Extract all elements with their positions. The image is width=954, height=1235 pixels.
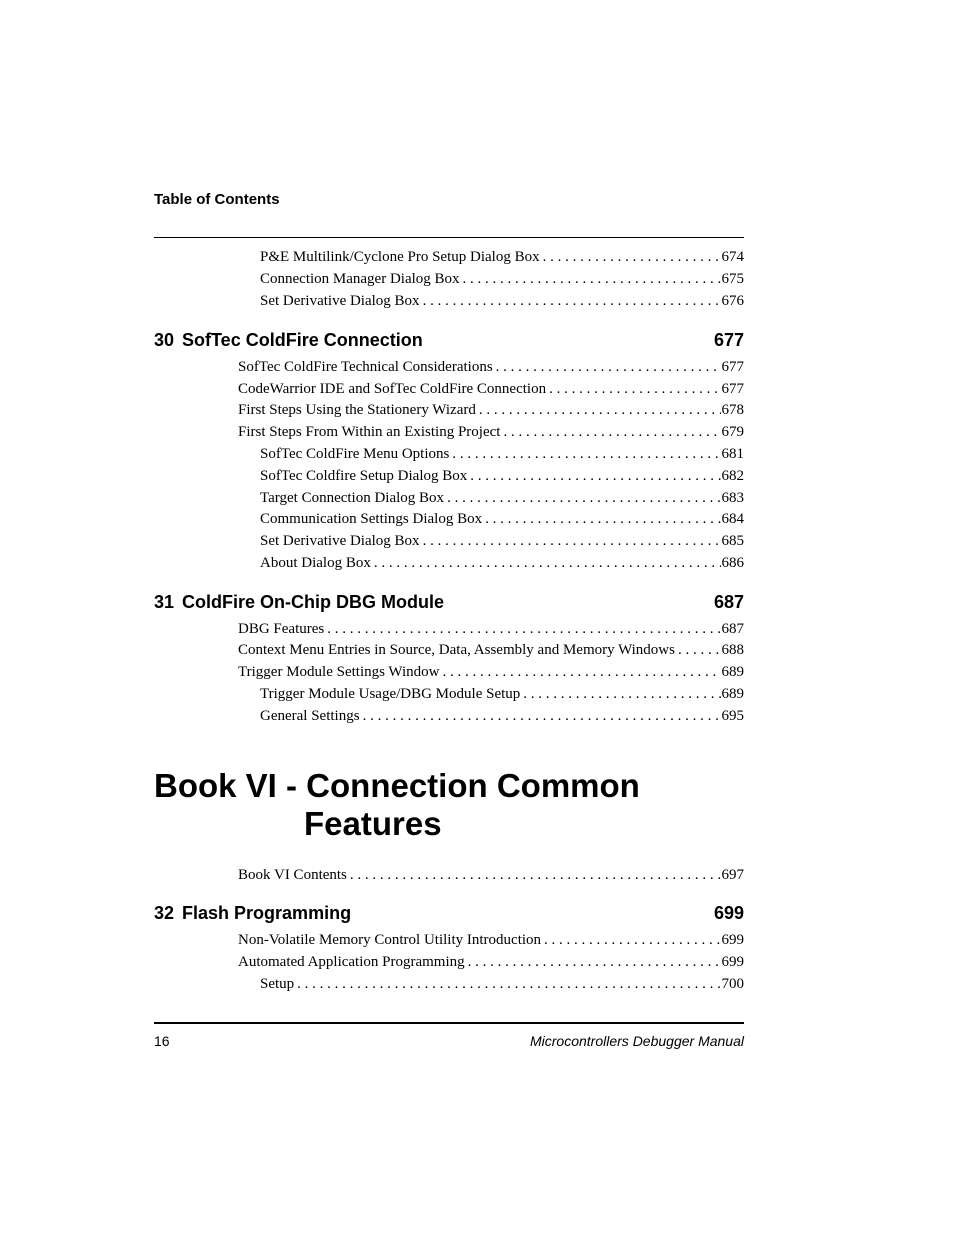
toc-entry[interactable] <box>0 866 744 884</box>
chapter-title: SofTec ColdFire Connection <box>182 330 423 350</box>
toc-entry-title: Context Menu Entries in Source, Data, Assembly and Memory Windows <box>238 642 675 658</box>
toc-entry-page: 685 <box>721 533 744 549</box>
toc-entry[interactable] <box>0 292 744 310</box>
leader-dots <box>423 292 721 310</box>
leader-dots <box>485 510 720 528</box>
toc-entry[interactable] <box>0 358 744 376</box>
toc-entry[interactable] <box>0 510 744 528</box>
toc-entry[interactable] <box>0 401 744 419</box>
toc-entry-title: Trigger Module Usage/DBG Module Setup <box>260 686 521 702</box>
toc-entry-page: 700 <box>721 976 744 992</box>
toc-entry-page: 688 <box>721 642 744 658</box>
toc-entry-title: Connection Manager Dialog Box <box>260 271 460 287</box>
leader-dots <box>327 620 720 638</box>
toc-entry-page: 676 <box>721 293 744 309</box>
toc-entry-page: 675 <box>721 271 744 287</box>
running-header: Table of Contents <box>154 191 280 208</box>
leader-dots <box>543 248 721 266</box>
leader-dots <box>463 270 721 288</box>
chapter-page: 699 <box>713 903 744 923</box>
toc-entry-title: P&E Multilink/Cyclone Pro Setup Dialog Box <box>260 249 540 265</box>
toc-entry-page: 678 <box>721 402 744 418</box>
chapter-title: Flash Programming <box>182 903 352 923</box>
toc-entry-page: 684 <box>721 511 744 527</box>
toc-entry-page: 699 <box>721 932 744 948</box>
toc-entry-title: DBG Features <box>238 621 325 637</box>
leader-dots <box>297 975 720 993</box>
leader-dots <box>423 532 721 550</box>
toc-entry-page: 683 <box>721 490 744 506</box>
toc-entry-title: Set Derivative Dialog Box <box>260 293 420 309</box>
toc-entry[interactable] <box>0 931 744 949</box>
chapter-number: 30 <box>154 330 175 350</box>
toc-entry-page: 677 <box>721 359 744 375</box>
toc-entry-title: CodeWarrior IDE and SofTec ColdFire Connection <box>238 381 547 397</box>
toc-entry[interactable] <box>0 445 744 463</box>
toc-entry[interactable] <box>0 953 744 971</box>
chapter-heading-30[interactable] <box>154 329 744 351</box>
leader-dots <box>678 641 721 659</box>
page-number: 16 <box>154 1033 170 1049</box>
chapter-heading-31[interactable] <box>154 591 744 613</box>
toc-entry-title: SofTec ColdFire Menu Options <box>260 446 450 462</box>
leader-dots <box>468 953 721 971</box>
toc-entry[interactable] <box>0 489 744 507</box>
toc-entry[interactable] <box>0 423 744 441</box>
toc-entry-title: Trigger Module Settings Window <box>238 664 440 680</box>
toc-entry-title: First Steps From Within an Existing Project <box>238 424 501 440</box>
leader-dots <box>544 931 720 949</box>
leader-dots <box>503 423 720 441</box>
toc-entry-page: 687 <box>721 621 744 637</box>
toc-entry[interactable] <box>0 532 744 550</box>
toc-entry-title: SofTec ColdFire Technical Considerations <box>238 359 493 375</box>
toc-entry-page: 697 <box>721 867 744 883</box>
toc-entry[interactable] <box>0 620 744 638</box>
toc-entry[interactable] <box>0 975 744 993</box>
toc-entry-page: 695 <box>721 708 744 724</box>
chapter-page: 687 <box>713 592 744 612</box>
toc-entry-page: 689 <box>721 686 744 702</box>
chapter-number: 32 <box>154 903 175 923</box>
toc-entry[interactable] <box>0 554 744 572</box>
toc-entry-title: Book VI Contents <box>238 867 347 883</box>
leader-dots <box>452 445 720 463</box>
book-title-line1: Book VI - Connection Common <box>154 767 640 804</box>
header-rule <box>154 237 744 238</box>
toc-entry-title: SofTec Coldfire Setup Dialog Box <box>260 468 468 484</box>
toc-entry-title: About Dialog Box <box>260 555 371 571</box>
book-title <box>154 767 640 843</box>
chapter-page: 677 <box>713 330 744 350</box>
toc-entry-page: 679 <box>721 424 744 440</box>
toc-entry-title: General Settings <box>260 708 360 724</box>
leader-dots <box>447 489 720 507</box>
toc-entry[interactable] <box>0 380 744 398</box>
leader-dots <box>549 380 720 398</box>
toc-entry-page: 689 <box>721 664 744 680</box>
leader-dots <box>363 707 721 725</box>
manual-title: Microcontrollers Debugger Manual <box>530 1033 744 1049</box>
chapter-number: 31 <box>154 592 175 612</box>
book-title-line2: Features <box>304 805 442 842</box>
footer-rule <box>154 1022 744 1024</box>
toc-entry-title: Target Connection Dialog Box <box>260 490 445 506</box>
toc-entry-page: 682 <box>721 468 744 484</box>
leader-dots <box>470 467 720 485</box>
toc-entry[interactable] <box>0 248 744 266</box>
toc-entry[interactable] <box>0 467 744 485</box>
leader-dots <box>443 663 721 681</box>
chapter-heading-32[interactable] <box>154 902 744 924</box>
toc-entry-page: 686 <box>721 555 744 571</box>
leader-dots <box>496 358 721 376</box>
leader-dots <box>374 554 721 572</box>
toc-entry[interactable] <box>0 685 744 703</box>
toc-entry-title: Automated Application Programming <box>238 954 465 970</box>
page-footer <box>154 1033 744 1049</box>
toc-entry[interactable] <box>0 641 744 659</box>
toc-entry-title: Setup <box>260 976 295 992</box>
leader-dots <box>523 685 720 703</box>
toc-entry-title: Non-Volatile Memory Control Utility Introduction <box>238 932 542 948</box>
toc-entry[interactable] <box>0 663 744 681</box>
leader-dots <box>479 401 721 419</box>
toc-entry-page: 674 <box>721 249 744 265</box>
chapter-title: ColdFire On-Chip DBG Module <box>182 592 445 612</box>
toc-entry-title: Communication Settings Dialog Box <box>260 511 483 527</box>
leader-dots <box>350 866 721 884</box>
toc-entry-title: First Steps Using the Stationery Wizard <box>238 402 476 418</box>
toc-entry[interactable] <box>0 270 744 288</box>
toc-entry[interactable] <box>0 707 744 725</box>
toc-entry-page: 677 <box>721 381 744 397</box>
toc-entry-page: 681 <box>721 446 744 462</box>
toc-entry-page: 699 <box>721 954 744 970</box>
toc-entry-title: Set Derivative Dialog Box <box>260 533 420 549</box>
